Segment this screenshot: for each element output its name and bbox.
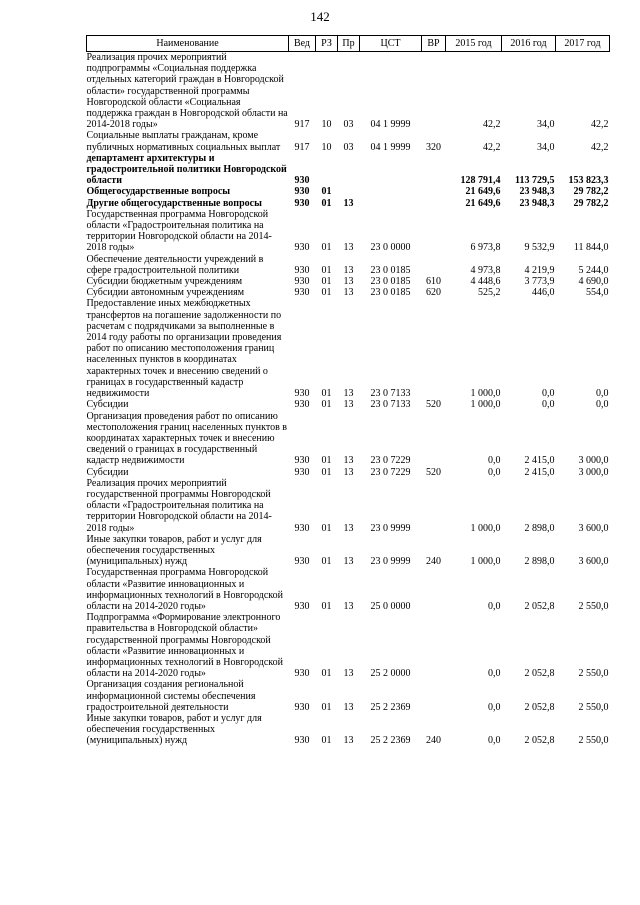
cell-pr: 13	[343, 276, 354, 288]
cell-ved: 930	[294, 600, 310, 612]
table-row	[87, 478, 610, 534]
cell-pr: 13	[343, 556, 354, 568]
cell-2016: 2 052,8	[524, 735, 555, 747]
cell-ved: 930	[294, 175, 310, 187]
table-row	[87, 287, 610, 298]
cell-pr	[338, 153, 360, 187]
cell-2015: 0,0	[488, 466, 501, 478]
cell-pr: 13	[343, 287, 354, 299]
cell-ved: 930	[294, 701, 310, 713]
cell-vr	[422, 679, 446, 713]
cell-ved: 917	[294, 119, 310, 131]
cell-rz: 01	[321, 455, 332, 467]
cell-2016: 2 052,8	[524, 600, 555, 612]
cell-vr	[422, 254, 446, 276]
cell-name: Подпрограмма «Формирование электронного правительства в Новгородской области» государственной программы Новгородской области «Развитие инновационных и информационных технологий в Новгородской области на 2014-2020 годы»	[86, 612, 284, 680]
cell-2017: 153 823,3	[568, 175, 609, 187]
cell-ved: 930	[294, 264, 310, 276]
cell-rz: 01	[321, 388, 332, 400]
table-row	[87, 567, 610, 612]
cell-vr	[422, 612, 446, 679]
cell-pr: 13	[343, 522, 354, 534]
table-row	[87, 153, 610, 187]
cell-rz: 01	[321, 735, 332, 747]
cell-ved: 930	[294, 276, 310, 288]
cell-2015: 0,0	[488, 668, 501, 680]
cell-2016: 2 898,0	[524, 522, 555, 534]
cell-2017: 42,2	[591, 119, 609, 131]
cell-cst: 25 2 2369	[370, 701, 411, 713]
cell-rz: 01	[321, 276, 332, 288]
cell-rz: 01	[321, 264, 332, 276]
cell-name: Обеспечение деятельности учреждений в сфере градостроительной политики	[86, 253, 264, 276]
cell-ved: 930	[294, 556, 310, 568]
cell-2016: 9 532,9	[524, 242, 555, 254]
cell-2017: 5 244,0	[578, 264, 609, 276]
cell-vr	[422, 198, 446, 209]
cell-name: Реализация прочих мероприятий подпрограммы «Социальная поддержка отдельных категорий граждан в Новгородской области» государственной программы Новгородской области «Социальная поддержка граждан в Новгородской области на 2014-2018 годы»	[86, 52, 288, 131]
cell-name: Организация создания региональной информационной системы обеспечения градостроительной деятельности	[86, 679, 256, 713]
cell-cst: 04 1 9999	[370, 141, 411, 153]
cell-vr: 520	[426, 399, 441, 411]
cell-pr: 13	[343, 264, 354, 276]
cell-cst	[360, 153, 422, 187]
cell-2017: 3 000,0	[578, 466, 609, 478]
cell-2017: 42,2	[591, 141, 609, 153]
cell-vr	[422, 567, 446, 612]
cell-pr: 13	[343, 600, 354, 612]
cell-2015: 21 649,6	[465, 197, 501, 209]
cell-rz: 01	[321, 399, 332, 411]
table-row	[87, 298, 610, 399]
cell-2017: 3 600,0	[578, 522, 609, 534]
cell-pr	[338, 186, 360, 197]
cell-pr: 13	[343, 197, 354, 209]
cell-vr: 620	[426, 287, 441, 299]
cell-name: Государственная программа Новгородской области «Развитие инновационных и информационных технологий в Новгородской области на 2014-2020 годы»	[86, 567, 284, 612]
cell-pr: 03	[343, 119, 354, 131]
cell-rz: 01	[321, 242, 332, 254]
cell-rz: 01	[321, 186, 332, 198]
cell-rz: 01	[321, 556, 332, 568]
cell-2017: 3 000,0	[578, 455, 609, 467]
cell-2017: 29 782,2	[573, 197, 609, 209]
header-ved: Вед	[289, 36, 316, 52]
cell-2017: 554,0	[586, 287, 609, 299]
cell-vr	[422, 298, 446, 399]
cell-vr: 320	[426, 141, 441, 153]
cell-rz: 01	[321, 701, 332, 713]
cell-cst: 23 0 0185	[370, 276, 411, 288]
cell-2017: 4 690,0	[578, 276, 609, 288]
cell-ved: 930	[294, 522, 310, 534]
cell-pr: 13	[343, 701, 354, 713]
budget-table	[86, 35, 610, 747]
cell-name: Субсидии бюджетным учреждениям	[86, 276, 243, 288]
cell-ved: 930	[294, 186, 310, 198]
cell-vr	[422, 209, 446, 254]
cell-pr: 13	[343, 735, 354, 747]
cell-name: Субсидии	[86, 466, 129, 478]
cell-2016: 2 415,0	[524, 455, 555, 467]
cell-rz: 01	[321, 197, 332, 209]
cell-2016: 2 052,8	[524, 701, 555, 713]
cell-2015: 0,0	[488, 701, 501, 713]
header-name: Наименование	[87, 36, 289, 52]
table-row	[87, 713, 610, 747]
cell-2015: 1 000,0	[470, 522, 501, 534]
cell-2015: 21 649,6	[465, 186, 501, 198]
cell-name: Реализация прочих мероприятий государственной программы Новгородской области «Градостроительная политика на территории Новгородской области на 2014-2018 годы»	[86, 477, 272, 534]
table-row	[87, 254, 610, 276]
header-pr: Пр	[338, 36, 360, 52]
cell-name: Иные закупки товаров, работ и услуг для обеспечения государственных (муниципальных) нужд	[86, 533, 262, 568]
header-2015: 2015 год	[446, 36, 502, 52]
cell-pr: 13	[343, 466, 354, 478]
cell-2016: 2 898,0	[524, 556, 555, 568]
cell-name: Другие общегосударственные вопросы	[86, 197, 262, 209]
table-row	[87, 52, 610, 131]
cell-2015: 4 973,8	[470, 264, 501, 276]
cell-2017: 2 550,0	[578, 600, 609, 612]
cell-pr: 13	[343, 242, 354, 254]
header-2017: 2017 год	[556, 36, 610, 52]
cell-2016: 2 052,8	[524, 668, 555, 680]
cell-vr	[422, 186, 446, 197]
cell-name: Субсидии автономным учреждениям	[86, 287, 245, 299]
cell-rz: 01	[321, 287, 332, 299]
cell-2015: 4 448,6	[470, 276, 501, 288]
cell-2015: 0,0	[488, 735, 501, 747]
cell-2017: 0,0	[596, 388, 609, 400]
cell-2016: 113 729,5	[515, 175, 555, 187]
cell-cst: 23 0 7229	[370, 466, 411, 478]
cell-2016: 2 415,0	[524, 466, 555, 478]
cell-2017: 2 550,0	[578, 735, 609, 747]
cell-2015: 42,2	[483, 119, 501, 131]
cell-cst: 25 2 0000	[370, 668, 411, 680]
cell-vr	[422, 52, 446, 131]
cell-pr: 13	[343, 399, 354, 411]
cell-vr	[422, 478, 446, 534]
cell-pr: 13	[343, 388, 354, 400]
cell-2015: 525,2	[478, 287, 501, 299]
cell-cst: 25 0 0000	[370, 600, 411, 612]
cell-2017: 2 550,0	[578, 701, 609, 713]
header-2016: 2016 год	[502, 36, 556, 52]
cell-vr	[422, 153, 446, 187]
cell-name: Иные закупки товаров, работ и услуг для обеспечения государственных (муниципальных) нужд	[86, 712, 262, 747]
cell-2017: 3 600,0	[578, 556, 609, 568]
cell-name: Общегосударственные вопросы	[86, 186, 231, 198]
cell-name: Субсидии	[86, 399, 129, 411]
cell-name: Предоставление иных межбюджетных трансфертов на погашение задолженности по расчетам с подрядчиками за выполненные в 2014 году работы по организации проведения работ по описанию местоположения границ населенных пунктов в координатах характерных точек и внесению сведений о границах в государственный кадастр недвижимости	[86, 298, 282, 400]
table-row	[87, 399, 610, 410]
cell-ved: 930	[294, 287, 310, 299]
cell-2016: 3 773,9	[524, 276, 555, 288]
cell-2016: 34,0	[537, 119, 555, 131]
cell-2017: 11 844,0	[573, 242, 609, 254]
cell-cst	[360, 186, 422, 197]
cell-2015: 1 000,0	[470, 556, 501, 568]
cell-ved: 930	[294, 242, 310, 254]
cell-ved: 930	[294, 668, 310, 680]
cell-rz: 01	[321, 600, 332, 612]
cell-2016: 23 948,3	[519, 186, 555, 198]
cell-name: Социальные выплаты гражданам, кроме публичных нормативных социальных выплат	[86, 130, 281, 153]
cell-name: Государственная программа Новгородской области «Градостроительная политика на территории Новгородской области на 2014-2018 годы»	[86, 208, 272, 254]
cell-ved: 917	[294, 141, 310, 153]
cell-cst: 23 0 0000	[370, 242, 411, 254]
cell-vr: 240	[426, 556, 441, 568]
cell-rz	[316, 153, 338, 187]
cell-rz: 01	[321, 668, 332, 680]
cell-cst: 23 0 9999	[370, 556, 411, 568]
cell-2017: 29 782,2	[573, 186, 609, 198]
table-header	[87, 36, 610, 52]
cell-2015: 42,2	[483, 141, 501, 153]
cell-ved: 930	[294, 466, 310, 478]
cell-ved: 930	[294, 735, 310, 747]
cell-pr: 03	[343, 141, 354, 153]
table-row	[87, 130, 610, 152]
cell-2016: 446,0	[532, 287, 555, 299]
cell-rz: 10	[321, 141, 332, 153]
table-row	[87, 534, 610, 568]
cell-rz: 10	[321, 119, 332, 131]
cell-cst: 23 0 9999	[370, 522, 411, 534]
table-row	[87, 411, 610, 467]
cell-pr: 13	[343, 455, 354, 467]
table-row	[87, 467, 610, 478]
cell-ved: 930	[294, 197, 310, 209]
table-row	[87, 198, 610, 209]
cell-2016: 23 948,3	[519, 197, 555, 209]
cell-vr	[422, 411, 446, 467]
cell-cst: 23 0 7133	[370, 388, 411, 400]
cell-name: департамент архитектуры и градостроительной политики Новгородской области	[86, 152, 287, 187]
cell-ved: 930	[294, 399, 310, 411]
cell-2017: 2 550,0	[578, 668, 609, 680]
cell-cst	[360, 198, 422, 209]
cell-cst: 25 2 2369	[370, 735, 411, 747]
cell-2015: 128 791,4	[460, 175, 501, 187]
cell-2016: 4 219,9	[524, 264, 555, 276]
cell-ved: 930	[294, 388, 310, 400]
table-row	[87, 679, 610, 713]
cell-2015: 0,0	[488, 455, 501, 467]
cell-cst: 23 0 7133	[370, 399, 411, 411]
table-body	[87, 52, 610, 747]
header-cst: ЦСТ	[360, 36, 422, 52]
cell-cst: 23 0 0185	[370, 287, 411, 299]
cell-vr: 610	[426, 276, 441, 288]
cell-rz: 01	[321, 466, 332, 478]
table-row	[87, 186, 610, 197]
cell-2015: 1 000,0	[470, 388, 501, 400]
cell-cst: 23 0 0185	[370, 264, 411, 276]
cell-name: Организация проведения работ по описанию местоположения границ населенных пунктов в координатах характерных точек и внесению сведений о границах в государственный кадастр недвижимости	[86, 410, 288, 467]
cell-2016: 34,0	[537, 141, 555, 153]
cell-rz: 01	[321, 522, 332, 534]
cell-cst: 23 0 7229	[370, 455, 411, 467]
cell-cst: 04 1 9999	[370, 119, 411, 131]
header-vr: ВР	[422, 36, 446, 52]
cell-pr: 13	[343, 668, 354, 680]
cell-2015: 6 973,8	[470, 242, 501, 254]
cell-vr: 240	[426, 735, 441, 747]
cell-2015: 1 000,0	[470, 399, 501, 411]
cell-ved: 930	[294, 455, 310, 467]
cell-vr: 520	[426, 466, 441, 478]
cell-2017: 0,0	[596, 399, 609, 411]
table-row	[87, 209, 610, 254]
cell-2016: 0,0	[542, 388, 555, 400]
table-row	[87, 276, 610, 287]
header-rz: РЗ	[316, 36, 338, 52]
page-number: 142	[310, 9, 330, 24]
table-row	[87, 612, 610, 679]
cell-2015: 0,0	[488, 600, 501, 612]
cell-2016: 0,0	[542, 399, 555, 411]
